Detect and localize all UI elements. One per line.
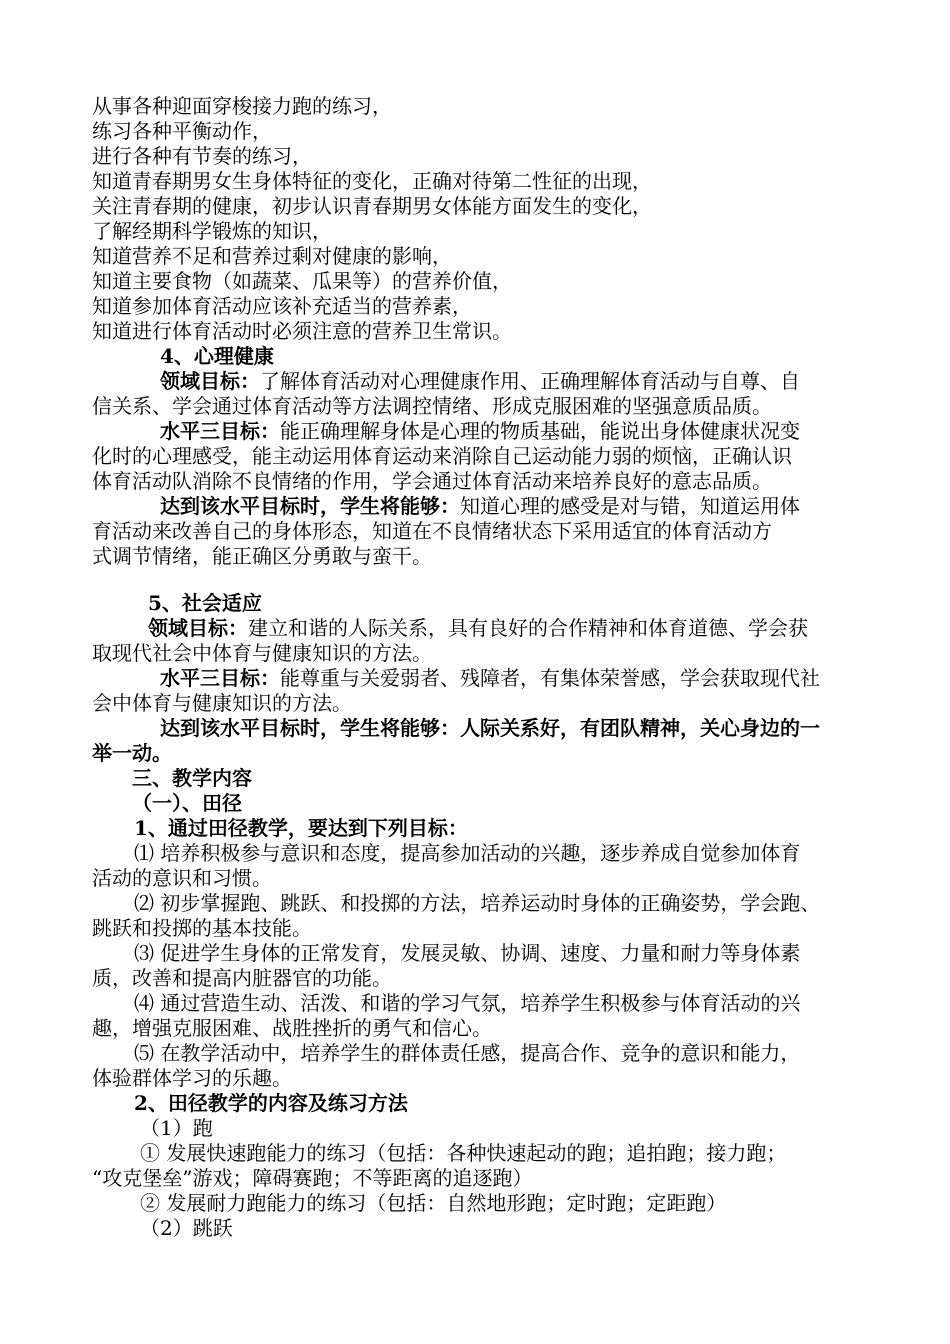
intro-line: 了解经期科学锻炼的知识， xyxy=(92,219,332,243)
s3-goals-heading: 1、通过田径教学，要达到下列目标： xyxy=(134,816,468,840)
s4-reach-line1 xyxy=(92,494,864,519)
s5-goal-label: 领域目标： xyxy=(148,616,248,640)
goal-item-2-line1: ⑵ 初步掌握跑、跳跃、和投掷的方法，培养运动时身体的正确姿势，学会跑、 xyxy=(134,891,821,915)
section-5-heading: 5、社会适应 xyxy=(148,591,262,615)
s4-level-text: 能正确理解身体是心理的物质基础，能说出身体健康状况变 xyxy=(280,419,800,443)
document-page xyxy=(92,94,864,1241)
s3-sub-heading: （一）、田径 xyxy=(132,791,242,815)
s4-goal-line1 xyxy=(92,369,864,394)
s5-level-line2: 会中体育与健康知识的方法。 xyxy=(92,691,352,715)
goal-item-5-line1: ⑸ 在教学活动中，培养学生的群体责任感，提高合作、竞争的意识和能力， xyxy=(134,1041,801,1065)
s4-reach-line3: 式调节情绪，能正确区分勇敢与蛮干。 xyxy=(92,544,432,568)
s4-reach-text: 知道心理的感受是对与错，知道运用体 xyxy=(460,494,800,518)
s4-goal-label: 领域目标： xyxy=(160,369,260,393)
goal-item-5-line2: 体验群体学习的乐趣。 xyxy=(92,1066,292,1090)
s4-reach-label: 达到该水平目标时，学生将能够： xyxy=(160,494,460,518)
goal-item-1-line1: ⑴ 培养积极参与意识和态度，提高参加活动的兴趣，逐步养成自觉参加体育 xyxy=(134,841,801,865)
intro-list xyxy=(92,94,864,344)
s5-goal-line2: 取现代社会中体育与健康知识的方法。 xyxy=(92,641,432,665)
s4-goal-text: 了解体育活动对心理健康作用、正确理解体育活动与自尊、自 xyxy=(260,369,800,393)
intro-line: 从事各种迎面穿梭接力跑的练习， xyxy=(92,94,392,118)
intro-line: 知道青春期男女生身体特征的变化，正确对待第二性征的出现， xyxy=(92,169,652,193)
s4-level-line3: 体育活动队消除不良情绪的作用，学会通过体育活动来培养良好的意志品质。 xyxy=(92,469,772,493)
run-item-1-line1: ① 发展快速跑能力的练习（包括：各种快速起动的跑；追拍跑；接力跑； xyxy=(140,1141,787,1165)
goal-item-3-line1: ⑶ 促进学生身体的正常发育，发展灵敏、协调、速度、力量和耐力等身体素 xyxy=(134,941,801,965)
s5-level-text: 能尊重与关爱弱者、残障者，有集体荣誉感，学会获取现代社 xyxy=(280,666,820,690)
intro-line: 练习各种平衡动作， xyxy=(92,119,272,143)
goal-item-2-line2: 跳跃和投掷的基本技能。 xyxy=(92,916,312,940)
s5-goal-line1 xyxy=(92,616,864,641)
section-4-heading: 4、心理健康 xyxy=(160,344,274,368)
run-heading: （1）跑 xyxy=(140,1116,213,1140)
s4-goal-line2: 信关系、学会通过体育活动等方法调控情绪、形成克服困难的坚强意质品质。 xyxy=(92,394,772,418)
jump-heading: （2）跳跃 xyxy=(140,1216,233,1240)
s5-level-label: 水平三目标： xyxy=(160,666,280,690)
s4-level-line2: 化时的心理感受，能主动运用体育运动来消除自己运动能力弱的烦恼，正确认识 xyxy=(92,444,792,468)
goal-item-4-line1: ⑷ 通过营造生动、活泼、和谐的学习气氛，培养学生积极参与体育活动的兴 xyxy=(134,991,801,1015)
run-item-1-line2: “攻克堡垒”游戏；障碍赛跑；不等距离的追逐跑） xyxy=(92,1166,533,1190)
section-3-heading: 三、教学内容 xyxy=(132,766,252,790)
intro-line: 知道进行体育活动时必须注意的营养卫生常识。 xyxy=(92,319,512,343)
intro-line: 关注青春期的健康，初步认识青春期男女体能方面发生的变化， xyxy=(92,194,652,218)
s5-level-line1 xyxy=(92,666,864,691)
s4-level-line1 xyxy=(92,419,864,444)
s3-content-heading: 2、田径教学的内容及练习方法 xyxy=(134,1091,408,1115)
intro-line: 知道参加体育活动应该补充适当的营养素， xyxy=(92,294,472,318)
intro-line: 知道营养不足和营养过剩对健康的影响， xyxy=(92,244,452,268)
goal-item-1-line2: 活动的意识和习惯。 xyxy=(92,866,272,890)
s4-level-label: 水平三目标： xyxy=(160,419,280,443)
s5-reach-line2: 举一动。 xyxy=(92,741,172,765)
s5-reach-line1: 达到该水平目标时，学生将能够：人际关系好，有团队精神，关心身边的一 xyxy=(160,716,820,740)
goal-item-4-line2: 趣，增强克服困难、战胜挫折的勇气和信心。 xyxy=(92,1016,492,1040)
s4-reach-line2: 育活动来改善自己的身体形态，知道在不良情绪状态下采用适宜的体育活动方 xyxy=(92,519,772,543)
intro-line: 知道主要食物（如蔬菜、瓜果等）的营养价值， xyxy=(92,269,512,293)
intro-line: 进行各种有节奏的练习， xyxy=(92,144,312,168)
s5-goal-text: 建立和谐的人际关系，具有良好的合作精神和体育道德、学会获 xyxy=(248,616,808,640)
run-item-2: ② 发展耐力跑能力的练习（包括：自然地形跑；定时跑；定距跑） xyxy=(140,1191,727,1215)
spacer xyxy=(92,569,864,591)
goal-item-3-line2: 质，改善和提高内脏器官的功能。 xyxy=(92,966,392,990)
